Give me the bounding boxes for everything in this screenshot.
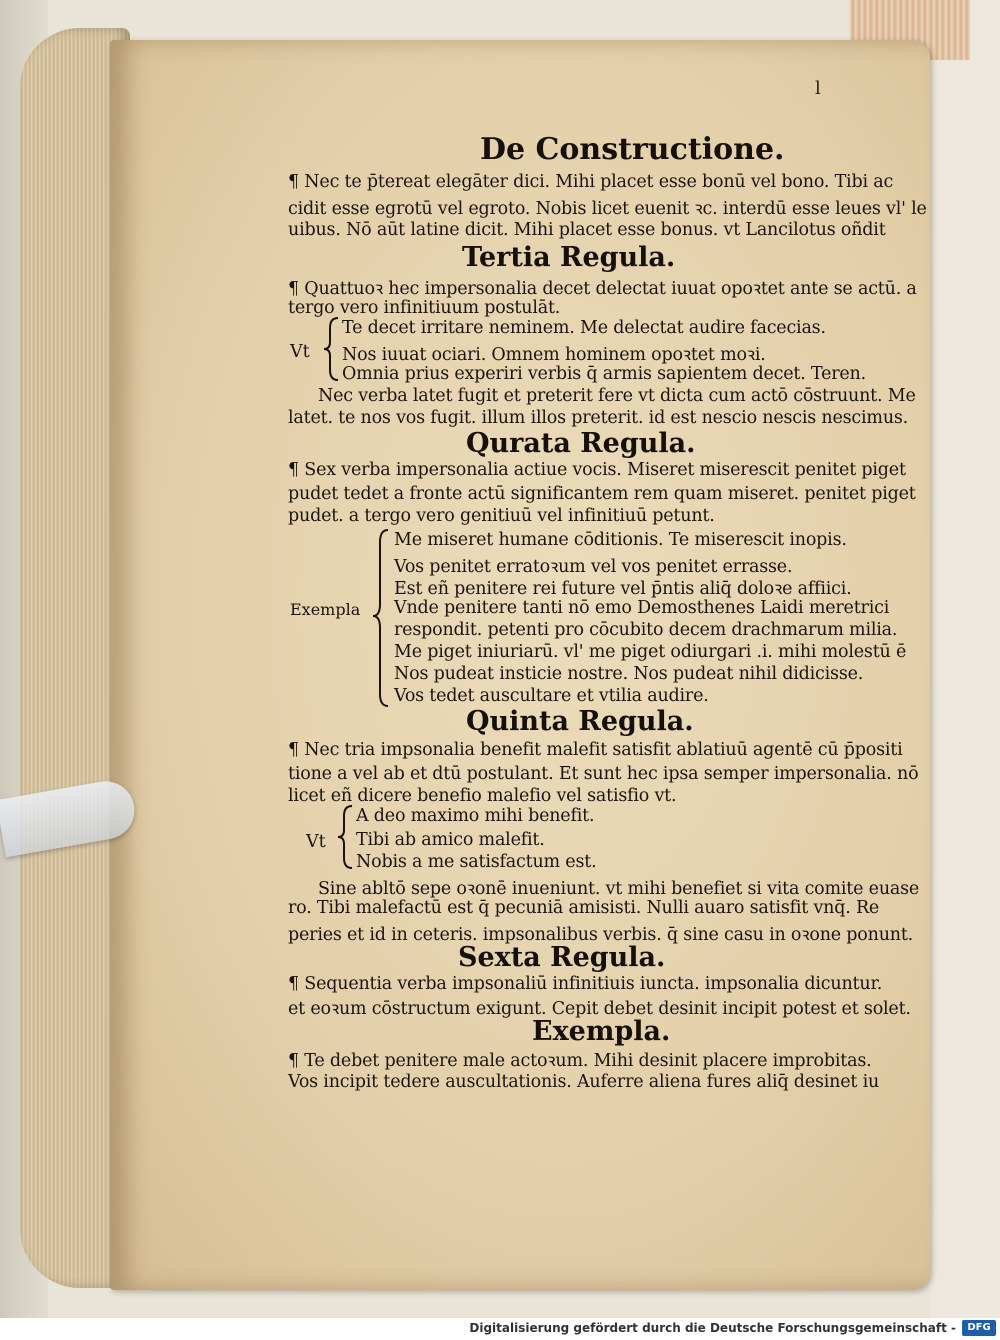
text-line: Omnia prius experiri verbis q̄ armis sapientem decet. Teren. xyxy=(342,364,866,384)
text-line: Vos tedet auscultare et vtilia audire. xyxy=(394,686,709,706)
text-line: Tibi ab amico malefit. xyxy=(356,830,545,850)
text-line: tergo vero infinitiuum postulāt. xyxy=(288,298,561,318)
text-line: ¶ Sex verba impersonalia actiue vocis. Miseret miserescit penitet piget xyxy=(288,460,906,480)
text-line: latet. te nos vos fugit. illum illos preterit. id est nescio nescis nescimus. xyxy=(288,408,909,428)
left-brace-icon xyxy=(370,528,392,708)
text-line: ¶ Te debet penitere male actoꝛum. Mihi desinit placere improbitas. xyxy=(288,1051,872,1071)
text-line: Nos iuuat ociari. Omnem hominem opoꝛtet moꝛi. xyxy=(342,345,766,365)
text-line: Me piget iniuriarū. vl' me piget odiurgari .i. mihi molestū ē xyxy=(394,642,907,662)
text-line: cidit esse egrotū vel egroto. Nobis licet euenit ꝛc. interdū esse leues vl' le xyxy=(288,199,927,219)
text-line: Vos penitet erratoꝛum vel vos penitet errasse. xyxy=(394,557,793,577)
heading-tertia-regula: Tertia Regula. xyxy=(462,242,676,273)
footer-bar xyxy=(0,1318,1000,1340)
label-vt: Vt xyxy=(306,832,326,852)
dfg-logo: DFG xyxy=(962,1320,996,1336)
heading-sexta-regula: Sexta Regula. xyxy=(458,942,666,973)
heading-quinta-regula: Quinta Regula. xyxy=(466,706,694,737)
heading-quarta-regula: Qurata Regula. xyxy=(466,428,696,459)
text-line: pudet tedet a fronte actū significantem rem quam miseret. penitet piget xyxy=(288,484,916,504)
heading-exempla: Exempla. xyxy=(532,1016,671,1047)
text-line: Sine abltō sepe oꝛonē inueniunt. vt mihi benefiet si vita comite euase xyxy=(318,879,920,899)
text-line: uibus. Nō aūt latine dicit. Mihi placet esse bonus. vt Lancilotus oñdit xyxy=(288,220,886,240)
text-line: ¶ Quattuoꝛ hec impersonalia decet delectat iuuat opoꝛtet ante se actū. a xyxy=(288,279,917,299)
text-line: pudet. a tergo vero genitiuū vel infinitiuū petunt. xyxy=(288,506,715,526)
text-line: ¶ Sequentia verba impsonaliū infinitiuis iuncta. impsonalia dicuntur. xyxy=(288,974,883,994)
text-line: ¶ Nec te p̄tereat elegāter dici. Mihi placet esse bonū vel bono. Tibi ac xyxy=(288,172,894,192)
text-line: respondit. petenti pro cōcubito decem drachmarum milia. xyxy=(394,620,898,640)
text-line: Nos pudeat insticie nostre. Nos pudeat nihil didicisse. xyxy=(394,664,864,684)
text-line: Nobis a me satisfactum est. xyxy=(356,852,597,872)
text-line: Est eñ penitere rei future vel p̄ntis aliq̄ doloꝛe affiici. xyxy=(394,579,852,599)
funding-credit: Digitalisierung gefördert durch die Deutsche Forschungsgemeinschaft - xyxy=(469,1321,956,1335)
text-line: Vos incipit tedere auscultationis. Auferre aliena fures aliq̄ desinet iu xyxy=(288,1072,880,1092)
text-line: Vnde penitere tanti nō emo Demosthenes Laidi meretrici xyxy=(394,598,890,618)
text-line: Nec verba latet fugit et preterit fere vt dicta cum actō cōstruunt. Me xyxy=(318,386,916,406)
background-board xyxy=(930,0,1000,1318)
label-vt: Vt xyxy=(290,342,310,362)
text-line: A deo maximo mihi benefit. xyxy=(356,806,595,826)
label-exempla: Exempla xyxy=(290,600,361,619)
left-brace-icon xyxy=(322,316,342,382)
text-line: peries et id in ceteris. impsonalibus verbis. q̄ sine casu in oꝛone ponunt. xyxy=(288,925,914,945)
text-line: Me miseret humane cōditionis. Te miserescit inopis. xyxy=(394,530,847,550)
text-line: Te decet irritare neminem. Me delectat audire facecias. xyxy=(342,318,826,338)
text-line: ¶ Nec tria impsonalia benefit malefit satisfit ablatiuū agentē cū p̄positi xyxy=(288,740,903,760)
left-brace-icon xyxy=(336,804,356,870)
heading-de-constructione: De Constructione. xyxy=(480,132,785,167)
folio-mark: l xyxy=(815,78,821,99)
text-line: tione a vel ab et dtū postulant. Et sunt hec ipsa semper impersonalia. nō xyxy=(288,764,919,784)
text-line: ro. Tibi malefactū est q̄ pecuniā amisisti. Nulli auaro satisfit vnq̄. Re xyxy=(288,898,880,918)
text-line: et eoꝛum cōstructum exigunt. Cepit debet desinit incipit potest et solet. xyxy=(288,999,911,1019)
text-line: licet eñ dicere benefio malefio vel satisfio vt. xyxy=(288,786,677,806)
